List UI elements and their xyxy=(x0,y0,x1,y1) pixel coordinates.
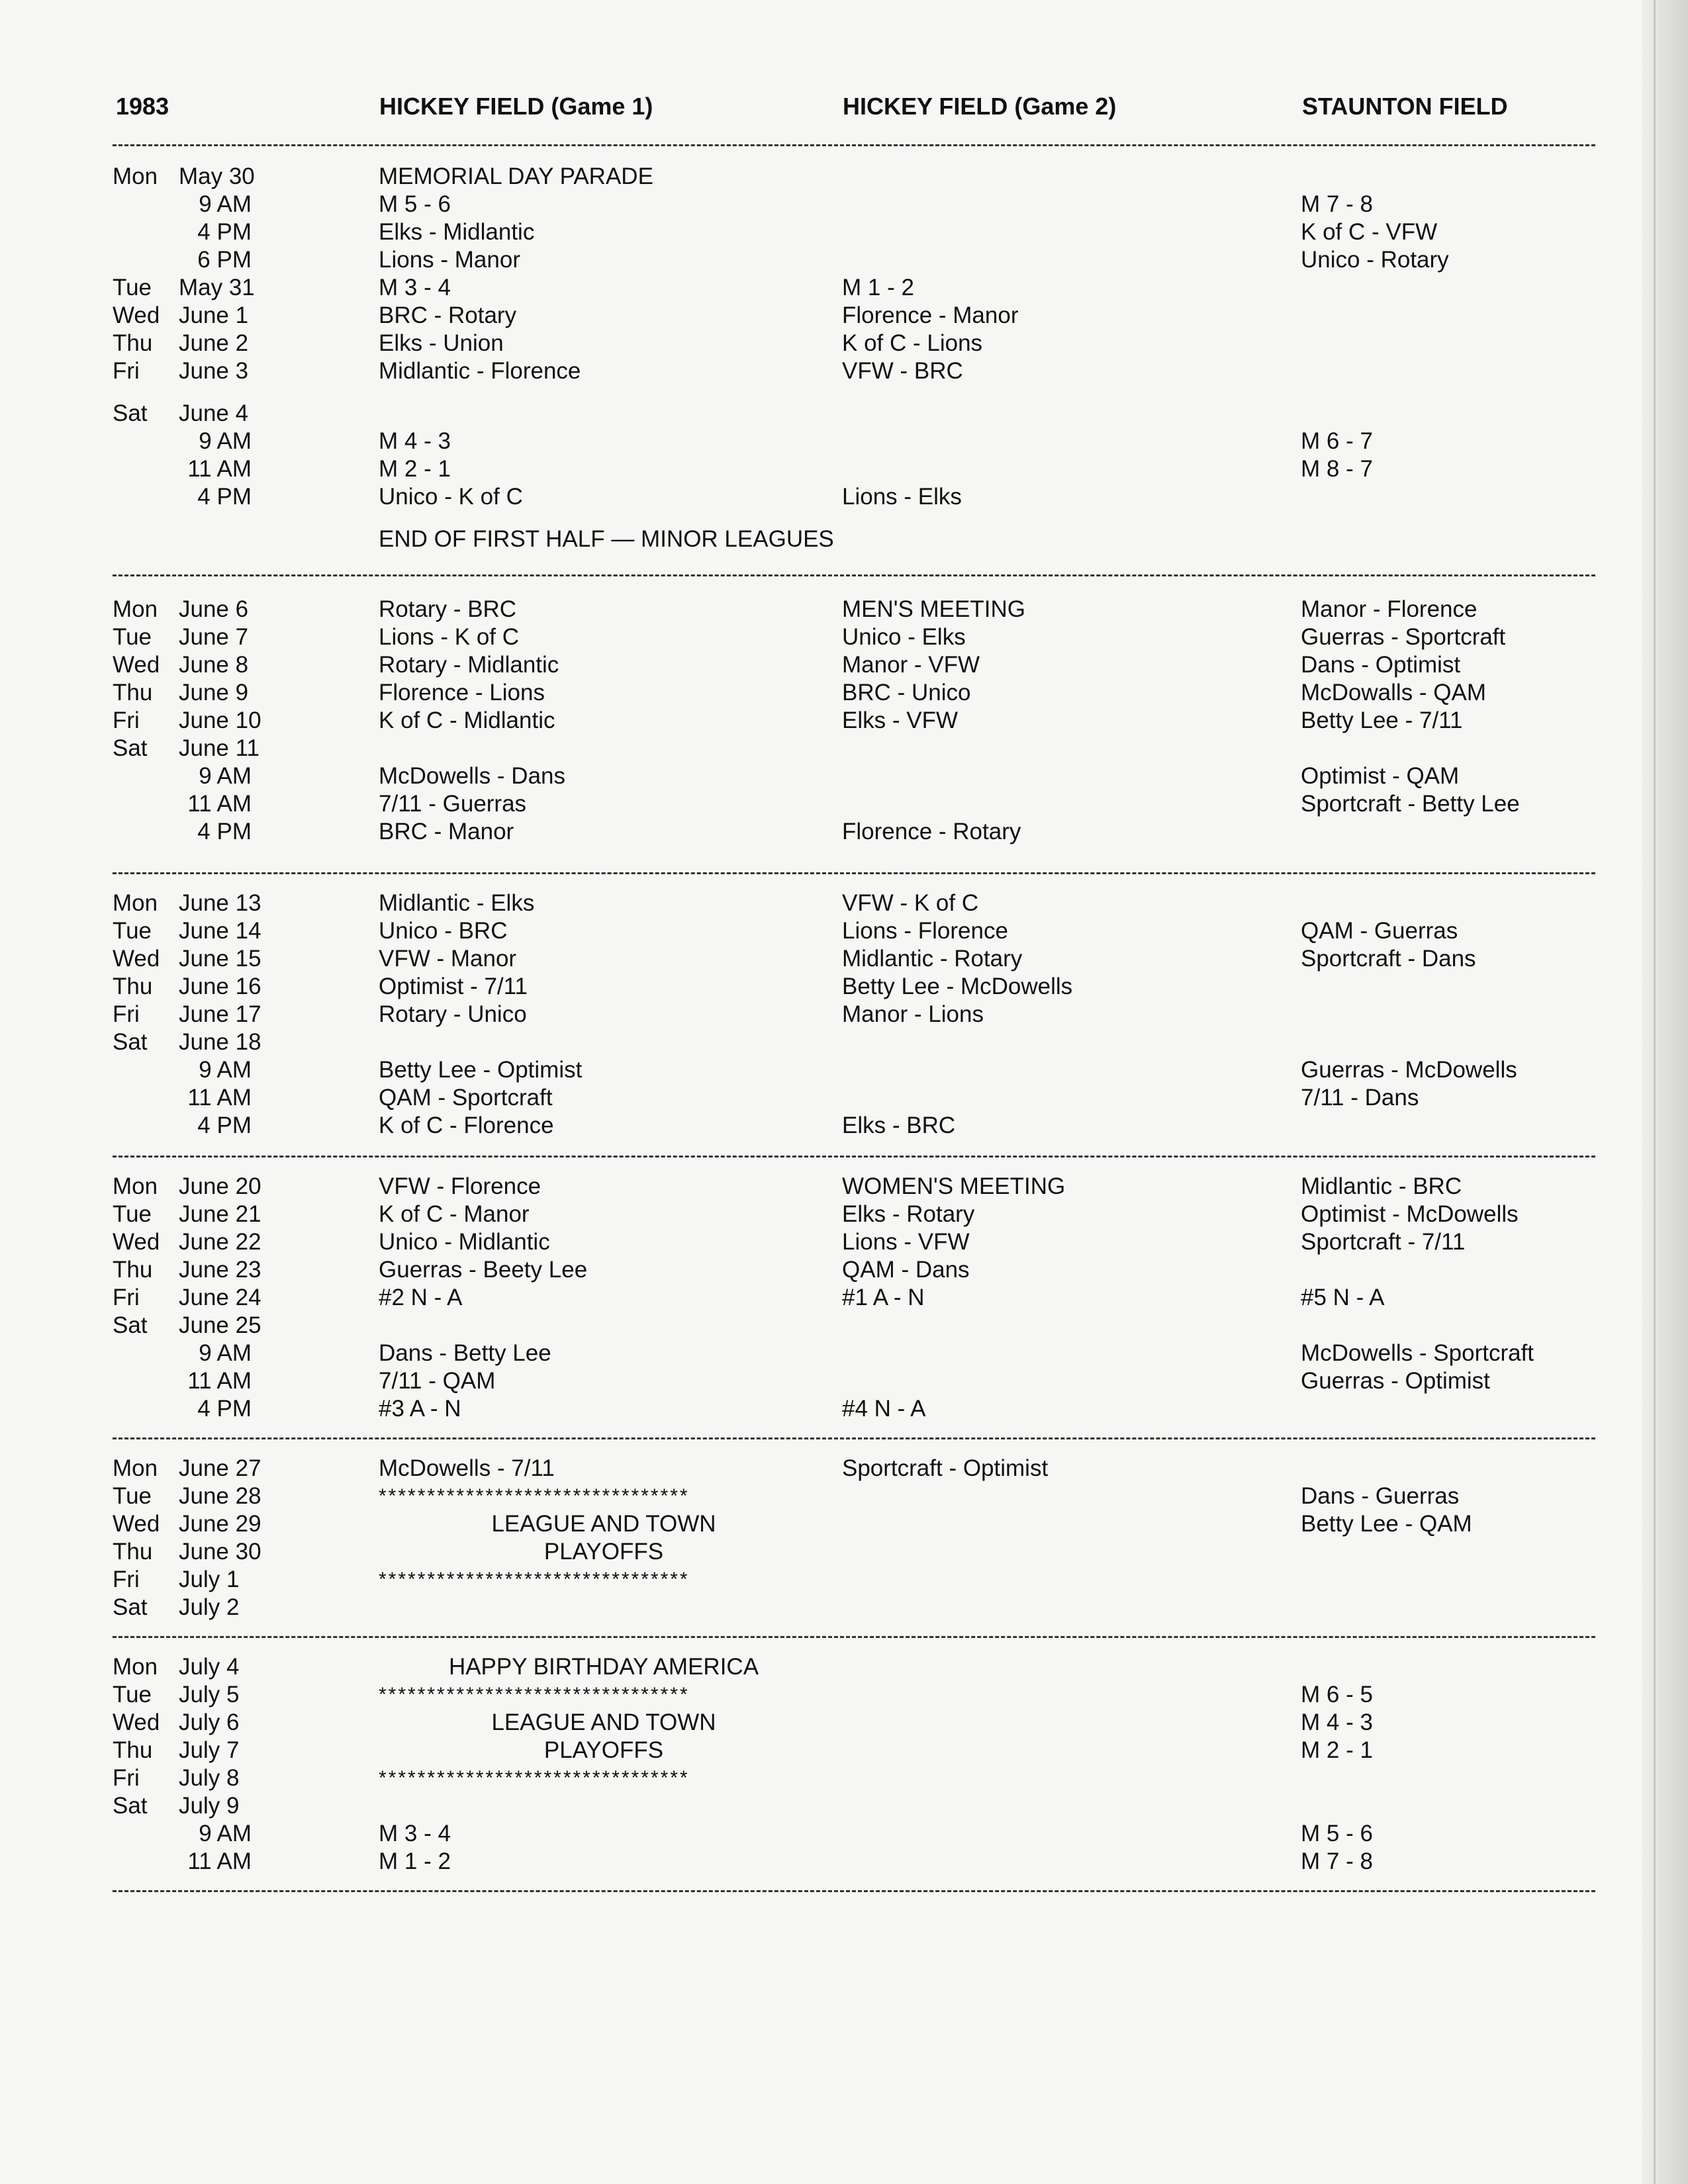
day-of-week: Fri xyxy=(113,1001,140,1027)
day-of-week: Mon xyxy=(113,1654,158,1680)
staunton-cell: Guerras - McDowells xyxy=(1301,1057,1517,1083)
date-label: June 25 xyxy=(179,1312,261,1338)
schedule-row xyxy=(0,1312,1642,1340)
hickey-game1-cell: Unico - Midlantic xyxy=(379,1229,550,1255)
date-label: June 11 xyxy=(179,735,259,761)
time-label: 4 PM xyxy=(197,1396,252,1422)
staunton-cell: Guerras - Sportcraft xyxy=(1301,624,1506,650)
schedule-row xyxy=(0,735,1642,762)
staunton-cell: M 7 - 8 xyxy=(1301,1848,1373,1874)
time-label: 9 AM xyxy=(199,191,252,217)
divider xyxy=(113,1890,1595,1892)
time-label: 9 AM xyxy=(199,1057,252,1083)
staunton-cell: Sportcraft - Dans xyxy=(1301,946,1476,972)
staunton-cell: M 4 - 3 xyxy=(1301,1709,1373,1735)
date-label: June 20 xyxy=(179,1173,261,1199)
hickey-game1-cell: VFW - Florence xyxy=(379,1173,541,1199)
day-of-week: Mon xyxy=(113,890,158,916)
day-of-week: Mon xyxy=(113,1173,158,1199)
hickey-center-note: LEAGUE AND TOWN xyxy=(491,1709,716,1735)
schedule-row xyxy=(0,1056,1642,1084)
staunton-cell: Sportcraft - 7/11 xyxy=(1301,1229,1466,1255)
hickey-game2-cell: Manor - VFW xyxy=(842,652,980,678)
hickey-game1-cell: QAM - Sportcraft xyxy=(379,1085,553,1111)
date-label: June 8 xyxy=(179,652,249,678)
date-label: June 23 xyxy=(179,1257,261,1283)
hickey-game1-cell: 7/11 - QAM xyxy=(379,1368,496,1394)
day-of-week: Mon xyxy=(113,596,158,622)
date-label: June 3 xyxy=(179,358,249,384)
schedule-row xyxy=(0,1709,1642,1737)
date-label: June 15 xyxy=(179,946,261,972)
hickey-game1-cell: BRC - Manor xyxy=(379,819,514,844)
day-of-week: Tue xyxy=(113,275,152,300)
time-label: 9 AM xyxy=(199,1821,252,1846)
day-of-week: Sat xyxy=(113,1312,148,1338)
schedule-row xyxy=(0,1455,1642,1482)
hickey-game1-cell: Midlantic - Florence xyxy=(379,358,581,384)
schedule-row xyxy=(0,1482,1642,1510)
schedule-row xyxy=(0,302,1642,330)
staunton-cell: #5 N - A xyxy=(1301,1285,1385,1310)
hickey-game1-cell: M 3 - 4 xyxy=(379,1821,451,1846)
date-label: June 16 xyxy=(179,974,261,999)
hickey-game1-cell: Unico - BRC xyxy=(379,918,508,944)
day-of-week: Wed xyxy=(113,652,160,678)
schedule-row xyxy=(0,1737,1642,1764)
schedule-row xyxy=(0,1764,1642,1792)
hickey-game2-cell: Midlantic - Rotary xyxy=(842,946,1023,972)
date-label: May 31 xyxy=(179,275,255,300)
day-of-week: Mon xyxy=(113,1455,158,1481)
divider xyxy=(113,574,1595,576)
date-label: July 4 xyxy=(179,1654,240,1680)
schedule-row xyxy=(0,1367,1642,1395)
date-label: June 1 xyxy=(179,302,249,328)
day-of-week: Thu xyxy=(113,1737,153,1763)
day-of-week: Sat xyxy=(113,735,148,761)
date-label: June 9 xyxy=(179,680,249,705)
staunton-cell: M 5 - 6 xyxy=(1301,1821,1373,1846)
day-of-week: Sat xyxy=(113,400,148,426)
asterisk-rule: ******************************** xyxy=(379,1485,690,1507)
day-of-week: Thu xyxy=(113,1257,153,1283)
schedule-row xyxy=(0,1001,1642,1028)
day-of-week: Thu xyxy=(113,974,153,999)
day-of-week: Fri xyxy=(113,1567,140,1592)
hickey-game1-cell: VFW - Manor xyxy=(379,946,517,972)
schedule-row xyxy=(0,1820,1642,1848)
hickey-game2-cell: Sportcraft - Optimist xyxy=(842,1455,1049,1481)
day-of-week: Fri xyxy=(113,1765,140,1791)
time-label: 11 AM xyxy=(187,791,252,817)
date-label: June 4 xyxy=(179,400,249,426)
staunton-cell: Optimist - QAM xyxy=(1301,763,1460,789)
hickey-game2-cell: Florence - Rotary xyxy=(842,819,1021,844)
schedule-row xyxy=(0,163,1642,191)
hickey-game2-cell: #1 A - N xyxy=(842,1285,925,1310)
date-label: June 21 xyxy=(179,1201,261,1227)
date-label: July 1 xyxy=(179,1567,240,1592)
schedule-row xyxy=(0,274,1642,302)
date-label: July 7 xyxy=(179,1737,240,1763)
day-of-week: Wed xyxy=(113,302,160,328)
schedule-row xyxy=(0,679,1642,707)
date-label: June 22 xyxy=(179,1229,261,1255)
staunton-cell: 7/11 - Dans xyxy=(1301,1085,1419,1111)
day-of-week: Sat xyxy=(113,1029,148,1055)
hickey-game1-cell: Elks - Midlantic xyxy=(379,219,535,245)
schedule-row xyxy=(0,973,1642,1001)
hickey-game2-cell: Lions - VFW xyxy=(842,1229,970,1255)
day-of-week: Tue xyxy=(113,1483,152,1509)
day-of-week: Wed xyxy=(113,1229,160,1255)
hickey-game1-cell: #3 A - N xyxy=(379,1396,461,1422)
hickey-game1-cell: Betty Lee - Optimist xyxy=(379,1057,583,1083)
date-label: June 30 xyxy=(179,1539,261,1565)
hickey-game1-cell: K of C - Florence xyxy=(379,1113,554,1138)
hickey-game2-cell: Betty Lee - McDowells xyxy=(842,974,1073,999)
schedule-row xyxy=(0,1792,1642,1820)
year-heading: 1983 xyxy=(116,93,169,120)
schedule-row xyxy=(0,1538,1642,1566)
hickey-center-note: PLAYOFFS xyxy=(543,1737,664,1763)
hickey-game1-cell: MEMORIAL DAY PARADE xyxy=(379,163,653,189)
day-of-week: Tue xyxy=(113,1682,152,1707)
hickey-game1-cell: M 5 - 6 xyxy=(379,191,451,217)
divider xyxy=(113,872,1595,874)
date-label: June 10 xyxy=(179,707,261,733)
hickey-game2-cell: Lions - Elks xyxy=(842,484,962,510)
time-label: 9 AM xyxy=(199,1340,252,1366)
time-label: 11 AM xyxy=(187,1848,252,1874)
staunton-cell: Unico - Rotary xyxy=(1301,247,1449,273)
hickey-game1-cell: McDowells - 7/11 xyxy=(379,1455,555,1481)
time-label: 9 AM xyxy=(199,763,252,789)
hickey-center-note: LEAGUE AND TOWN xyxy=(491,1511,716,1537)
staunton-cell: Betty Lee - QAM xyxy=(1301,1511,1472,1537)
date-label: July 2 xyxy=(179,1594,240,1620)
date-label: June 6 xyxy=(179,596,249,622)
hickey-game1-cell: 7/11 - Guerras xyxy=(379,791,527,817)
hickey-game2-cell: Elks - Rotary xyxy=(842,1201,975,1227)
day-of-week: Sat xyxy=(113,1594,148,1620)
schedule-row xyxy=(0,1340,1642,1367)
day-of-week: Thu xyxy=(113,680,153,705)
hickey-game2-cell: Florence - Manor xyxy=(842,302,1019,328)
staunton-cell: M 2 - 1 xyxy=(1301,1737,1373,1763)
schedule-row xyxy=(0,889,1642,917)
time-label: 9 AM xyxy=(199,428,252,454)
date-label: June 24 xyxy=(179,1285,261,1310)
hickey-game1-cell: END OF FIRST HALF — MINOR LEAGUES xyxy=(379,526,834,552)
divider xyxy=(113,1636,1595,1638)
schedule-row xyxy=(0,525,1642,553)
time-label: 4 PM xyxy=(197,1113,252,1138)
hickey-game1-cell: M 3 - 4 xyxy=(379,275,451,300)
staunton-cell: M 7 - 8 xyxy=(1301,191,1373,217)
hickey-game1-cell: M 1 - 2 xyxy=(379,1848,451,1874)
hickey-game1-cell: McDowells - Dans xyxy=(379,763,565,789)
schedule-row xyxy=(0,651,1642,679)
hickey-game1-cell: M 2 - 1 xyxy=(379,456,451,482)
staunton-cell: M 6 - 7 xyxy=(1301,428,1373,454)
schedule-section xyxy=(0,1455,1642,1621)
staunton-cell: K of C - VFW xyxy=(1301,219,1438,245)
day-of-week: Tue xyxy=(113,1201,152,1227)
schedule-section xyxy=(0,1653,1642,1876)
date-label: June 29 xyxy=(179,1511,261,1537)
hickey-game2-cell: BRC - Unico xyxy=(842,680,971,705)
date-label: June 13 xyxy=(179,890,261,916)
hickey-game1-cell: Rotary - Midlantic xyxy=(379,652,559,678)
date-label: June 2 xyxy=(179,330,249,356)
schedule-row xyxy=(0,1173,1642,1201)
schedule-row xyxy=(0,917,1642,945)
schedule-row xyxy=(0,707,1642,735)
staunton-cell: Guerras - Optimist xyxy=(1301,1368,1490,1394)
day-of-week: Thu xyxy=(113,1539,153,1565)
schedule-row xyxy=(0,1395,1642,1423)
staunton-cell: Betty Lee - 7/11 xyxy=(1301,707,1463,733)
date-label: June 28 xyxy=(179,1483,261,1509)
header-row xyxy=(0,93,1642,132)
date-label: July 6 xyxy=(179,1709,240,1735)
staunton-cell: QAM - Guerras xyxy=(1301,918,1458,944)
hickey-game2-cell: MEN'S MEETING xyxy=(842,596,1025,622)
staunton-cell: Sportcraft - Betty Lee xyxy=(1301,791,1520,817)
hickey-game1-cell: K of C - Midlantic xyxy=(379,707,555,733)
schedule-row xyxy=(0,455,1642,483)
schedule-row xyxy=(0,483,1642,511)
schedule-row xyxy=(0,357,1642,385)
schedule-row xyxy=(0,790,1642,818)
staunton-cell: Dans - Optimist xyxy=(1301,652,1461,678)
hickey-game2-cell: Elks - VFW xyxy=(842,707,958,733)
hickey-game1-cell: #2 N - A xyxy=(379,1285,463,1310)
asterisk-rule: ******************************** xyxy=(379,1767,690,1789)
day-of-week: Mon xyxy=(113,163,158,189)
hickey-game1-cell: Guerras - Beety Lee xyxy=(379,1257,588,1283)
schedule-row xyxy=(0,1566,1642,1594)
day-of-week: Wed xyxy=(113,1511,160,1537)
schedule-row xyxy=(0,246,1642,274)
date-label: May 30 xyxy=(179,163,255,189)
day-of-week: Tue xyxy=(113,918,152,944)
staunton-cell: Midlantic - BRC xyxy=(1301,1173,1462,1199)
day-of-week: Fri xyxy=(113,1285,140,1310)
schedule-row xyxy=(0,945,1642,973)
date-label: June 27 xyxy=(179,1455,261,1481)
staunton-cell: M 8 - 7 xyxy=(1301,456,1373,482)
page-edge-shadow xyxy=(1642,0,1688,2184)
schedule-section xyxy=(0,889,1642,1140)
hickey-game2-cell: QAM - Dans xyxy=(842,1257,970,1283)
hickey-game2-cell: Manor - Lions xyxy=(842,1001,984,1027)
schedule-row xyxy=(0,1594,1642,1621)
hickey-game2-cell: Unico - Elks xyxy=(842,624,966,650)
schedule-row xyxy=(0,1653,1642,1681)
staunton-cell: M 6 - 5 xyxy=(1301,1682,1373,1707)
time-label: 6 PM xyxy=(197,247,252,273)
schedule-section xyxy=(0,1173,1642,1423)
date-label: June 7 xyxy=(179,624,249,650)
staunton-cell: Optimist - McDowells xyxy=(1301,1201,1519,1227)
hickey-game2-cell: M 1 - 2 xyxy=(842,275,914,300)
time-label: 11 AM xyxy=(187,1368,252,1394)
hickey-game1-cell: K of C - Manor xyxy=(379,1201,530,1227)
day-of-week: Wed xyxy=(113,1709,160,1735)
schedule-row xyxy=(0,1228,1642,1256)
date-label: July 9 xyxy=(179,1793,240,1819)
staunton-heading: STAUNTON FIELD xyxy=(1302,93,1508,120)
day-of-week: Fri xyxy=(113,358,140,384)
hickey-game1-cell: Optimist - 7/11 xyxy=(379,974,528,999)
hickey-game1-cell: Dans - Betty Lee xyxy=(379,1340,551,1366)
hickey-game1-cell: Rotary - Unico xyxy=(379,1001,527,1027)
time-label: 11 AM xyxy=(187,456,252,482)
schedule-row xyxy=(0,1084,1642,1112)
schedule-row xyxy=(0,400,1642,428)
hickey-center-note: PLAYOFFS xyxy=(543,1539,664,1565)
hickey-game1-cell: M 4 - 3 xyxy=(379,428,451,454)
divider xyxy=(113,1437,1595,1439)
divider xyxy=(113,144,1595,146)
hickey-game1-cell: Lions - K of C xyxy=(379,624,520,650)
time-label: 11 AM xyxy=(187,1085,252,1111)
schedule-row xyxy=(0,1256,1642,1284)
time-label: 4 PM xyxy=(197,819,252,844)
hickey-game1-cell: BRC - Rotary xyxy=(379,302,517,328)
hickey-game2-cell: VFW - K of C xyxy=(842,890,979,916)
hickey-game1-cell: Elks - Union xyxy=(379,330,504,356)
asterisk-rule: ******************************** xyxy=(379,1684,690,1706)
staunton-cell: Dans - Guerras xyxy=(1301,1483,1460,1509)
hickey-center-note: HAPPY BIRTHDAY AMERICA xyxy=(448,1654,759,1680)
schedule-row xyxy=(0,1681,1642,1709)
schedule-section xyxy=(0,163,1642,553)
staunton-cell: McDowells - Sportcraft xyxy=(1301,1340,1534,1366)
date-label: June 14 xyxy=(179,918,261,944)
schedule-row xyxy=(0,330,1642,357)
date-label: June 17 xyxy=(179,1001,261,1027)
time-label: 4 PM xyxy=(197,219,252,245)
schedule-section xyxy=(0,596,1642,846)
hickey-game1-cell: Lions - Manor xyxy=(379,247,520,273)
hickey-game2-cell: VFW - BRC xyxy=(842,358,963,384)
schedule-row xyxy=(0,428,1642,455)
divider xyxy=(113,1156,1595,1158)
schedule-row xyxy=(0,1028,1642,1056)
hickey-game2-cell: Lions - Florence xyxy=(842,918,1008,944)
hickey-game2-cell: Elks - BRC xyxy=(842,1113,956,1138)
schedule-row xyxy=(0,218,1642,246)
hickey-game1-cell: Midlantic - Elks xyxy=(379,890,535,916)
schedule-row xyxy=(0,191,1642,218)
schedule-row xyxy=(0,1201,1642,1228)
day-of-week: Thu xyxy=(113,330,153,356)
schedule-row xyxy=(0,623,1642,651)
hickey-game1-cell: Rotary - BRC xyxy=(379,596,517,622)
schedule-row xyxy=(0,818,1642,846)
day-of-week: Tue xyxy=(113,624,152,650)
date-label: July 5 xyxy=(179,1682,240,1707)
hickey-game2-cell: K of C - Lions xyxy=(842,330,983,356)
staunton-cell: McDowalls - QAM xyxy=(1301,680,1487,705)
hickey-game2-heading: HICKEY FIELD (Game 2) xyxy=(843,93,1117,120)
date-label: June 18 xyxy=(179,1029,261,1055)
schedule-row xyxy=(0,1112,1642,1140)
day-of-week: Wed xyxy=(113,946,160,972)
hickey-game2-cell: #4 N - A xyxy=(842,1396,926,1422)
schedule-row xyxy=(0,596,1642,623)
hickey-game2-cell: WOMEN'S MEETING xyxy=(842,1173,1066,1199)
asterisk-rule: ******************************** xyxy=(379,1569,690,1590)
hickey-game1-cell: Unico - K of C xyxy=(379,484,523,510)
hickey-game1-heading: HICKEY FIELD (Game 1) xyxy=(379,93,653,120)
schedule-row xyxy=(0,1510,1642,1538)
day-of-week: Sat xyxy=(113,1793,148,1819)
day-of-week: Fri xyxy=(113,707,140,733)
hickey-game1-cell: Florence - Lions xyxy=(379,680,545,705)
schedule-row xyxy=(0,1848,1642,1876)
schedule-row xyxy=(0,1284,1642,1312)
schedule-row xyxy=(0,762,1642,790)
time-label: 4 PM xyxy=(197,484,252,510)
date-label: July 8 xyxy=(179,1765,240,1791)
staunton-cell: Manor - Florence xyxy=(1301,596,1477,622)
